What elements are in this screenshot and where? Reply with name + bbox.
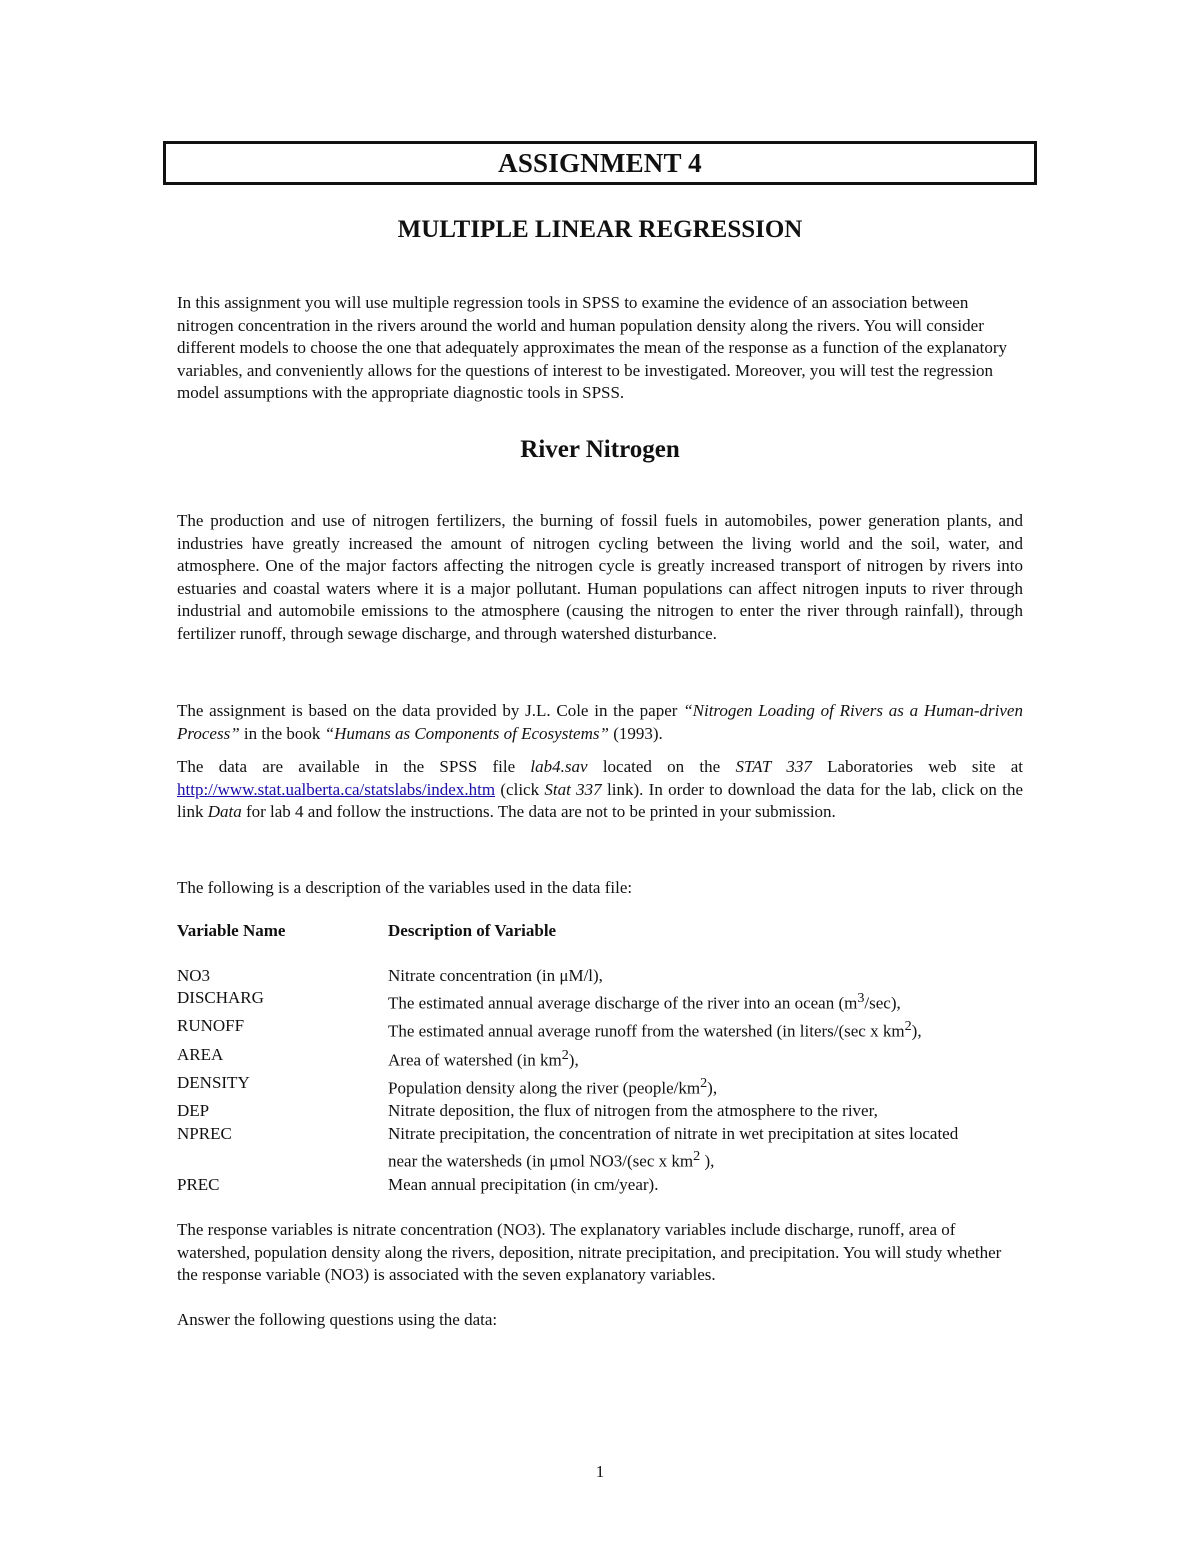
variable-name: NO3: [177, 965, 211, 985]
description-text: Nitrate precipitation, the concentration of nitrate in wet precipitation at sites located: [388, 1123, 959, 1143]
variable-name: RUNOFF: [177, 1016, 245, 1036]
data-file-name: lab4.sav: [530, 757, 588, 776]
table-row: [177, 1044, 1027, 1072]
description-text: The estimated annual average discharge of the river into an ocean (m: [388, 993, 858, 1013]
variable-description: [388, 1123, 1027, 1174]
column-header-name: Variable Name: [177, 921, 286, 940]
data-text: (click: [495, 779, 545, 799]
variables-table-header: [177, 920, 1027, 943]
source-text: (1993).: [608, 723, 663, 743]
description-text: Population density along the river (people/km: [388, 1078, 701, 1098]
table-row: [177, 1123, 1027, 1174]
source-text: in the book: [239, 723, 325, 743]
variable-name: PREC: [177, 1174, 220, 1194]
source-paragraph: [177, 700, 1023, 745]
variable-description: Mean annual precipitation (in cm/year).: [388, 1174, 659, 1194]
description-text: ),: [911, 1022, 922, 1042]
description-text: ),: [700, 1152, 715, 1172]
variable-description: Nitrate concentration (in μM/l),: [388, 965, 603, 985]
table-row: [177, 1174, 1027, 1197]
variables-intro: The following is a description of the variables used in the data file:: [177, 878, 633, 897]
variable-name: DENSITY: [177, 1072, 250, 1092]
river-nitrogen-paragraph: The production and use of nitrogen fertilizers, the burning of fossil fuels in automobiles, power generation plants, and industries have greatly increased the amount of nitrogen cycling between the living world and the soil, water, and atmosphere. One of the major factors affecting the nitrogen cycle is greatly increased transport of nitrogen by rivers into estuaries and coastal waters where it is a major pollutant. Human populations can affect nitrogen inputs to river through industrial and automobile emissions to the atmosphere (causing the nitrogen to enter the river through rainfall), through fertilizer runoff, through sewage discharge, and through watershed disturbance.: [177, 511, 1023, 643]
table-row: [177, 987, 1027, 1015]
stat-link-name: Stat 337: [544, 779, 602, 799]
data-link-name: Data: [207, 802, 242, 822]
section-heading: River Nitrogen: [520, 436, 680, 463]
document-subtitle: MULTIPLE LINEAR REGRESSION: [397, 216, 803, 243]
superscript: 3: [857, 990, 865, 1007]
variable-name: AREA: [177, 1044, 224, 1064]
description-text: ),: [707, 1078, 718, 1098]
data-text: Laboratories web site at: [811, 757, 1023, 776]
variables-table: [177, 920, 1027, 1196]
page-number: 1: [595, 1462, 605, 1481]
response-paragraph: The response variables is nitrate concentration (NO3). The explanatory variables include discharge, runoff, area of watershed, population density along the rivers, deposition, nitrate precipitation, and precipitation. You will study whether the response variable (NO3) is associated with the seven explanatory variables.: [177, 1220, 1002, 1285]
table-row: [177, 1072, 1027, 1100]
superscript: 2: [904, 1018, 912, 1035]
data-text: located on the: [587, 757, 736, 776]
superscript: 2: [561, 1046, 569, 1063]
book-title: “Humans as Components of Ecosystems”: [324, 723, 609, 743]
variable-name: NPREC: [177, 1123, 232, 1143]
column-header-description: Description of Variable: [388, 921, 557, 940]
variable-name: DISCHARG: [177, 988, 264, 1008]
variable-name: DEP: [177, 1101, 210, 1121]
data-text: The data are available in the SPSS file: [177, 757, 531, 776]
variable-description: [388, 1072, 1027, 1100]
lab-website-link[interactable]: http://www.stat.ualberta.ca/statslabs/index.htm: [177, 779, 496, 799]
course-name: STAT 337: [735, 757, 812, 776]
table-row: [177, 1015, 1027, 1043]
description-text: ),: [568, 1050, 579, 1070]
assignment-title: ASSIGNMENT 4: [498, 147, 702, 178]
data-text: link). In order to download the data for the lab, click on the link: [177, 779, 1024, 822]
variable-description: [388, 1044, 1027, 1072]
source-text: The assignment is based on the data provided by J.L. Cole in the paper: [177, 701, 684, 720]
description-continuation: [388, 1145, 1027, 1173]
variable-description: [388, 987, 1027, 1015]
intro-paragraph: In this assignment you will use multiple regression tools in SPSS to examine the evidence of an association between nitrogen concentration in the rivers around the world and human population density along the rivers. You will consider different models to choose the one that adequately approximates the mean of the response as a function of the explanatory variables, and conveniently allows for the questions of interest to be investigated. Moreover, you will test the regression model assumptions with the appropriate diagnostic tools in SPSS.: [177, 293, 1008, 403]
data-availability-paragraph: [177, 756, 1023, 824]
table-row: [177, 965, 1027, 988]
table-row: [177, 1100, 1027, 1123]
data-text: for lab 4 and follow the instructions. The data are not to be printed in your submission.: [241, 802, 836, 822]
superscript: 2: [700, 1074, 708, 1091]
description-text: The estimated annual average runoff from the watershed (in liters/(sec x km: [388, 1022, 905, 1042]
variable-description: Nitrate deposition, the flux of nitrogen from the atmosphere to the river,: [388, 1101, 878, 1121]
description-text: near the watersheds (in μmol NO3/(sec x km: [388, 1152, 694, 1172]
superscript: 2: [693, 1148, 701, 1165]
answer-instruction: Answer the following questions using the data:: [177, 1310, 498, 1329]
paper-title: “Nitrogen Loading of Rivers as a Human-driven Process”: [177, 701, 1023, 743]
description-text: Area of watershed (in km: [388, 1050, 562, 1070]
variable-description: [388, 1015, 1027, 1043]
assignment-title-box: [163, 141, 1037, 185]
description-text: /sec),: [864, 993, 901, 1013]
